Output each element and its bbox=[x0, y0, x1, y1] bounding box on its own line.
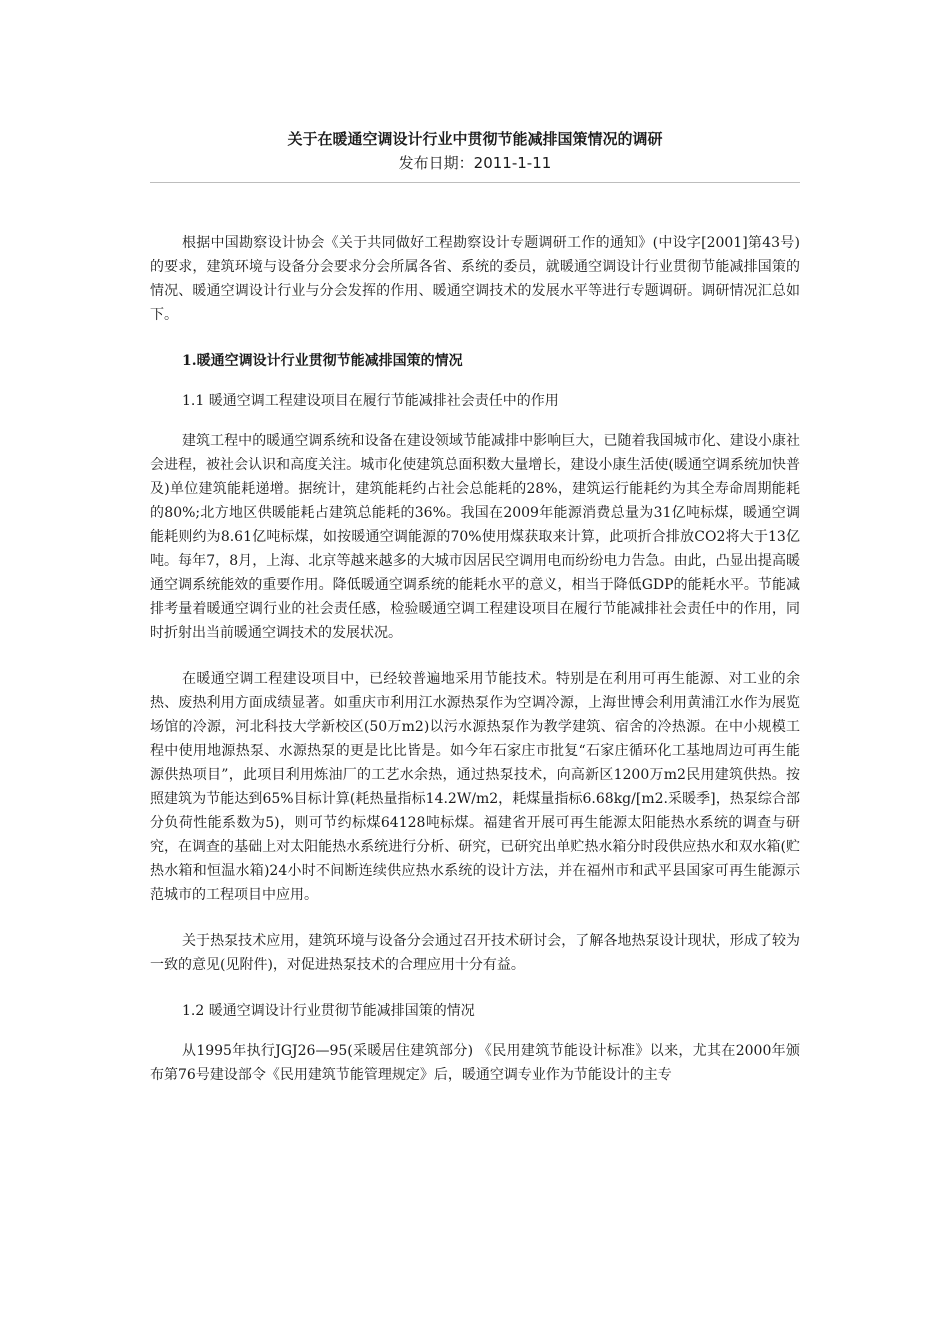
subsection-heading: 1.1 暖通空调工程建设项目在履行节能减排社会责任中的作用 bbox=[182, 393, 559, 409]
body-paragraph: 从1995年执行JGJ26—95(采暖居住建筑部分) 《民用建筑节能设计标准》以来，尤其在2000年颁布第76号建设部令《民用建筑节能管理规定》后，暖通空调专业作为节能设计的主专 bbox=[150, 1043, 800, 1083]
body-paragraph: 建筑工程中的暖通空调系统和设备在建设领域节能减排中影响巨大，已随着我国城市化、建设小康社会进程，被社会认识和高度关注。城市化使建筑总面积数大量增长，建设小康生活使(暖通空调系统加快普及)单位建筑能耗递增。据统计，建筑能耗约占社会总能耗的28%，建筑运行能耗约为其全寿命周期能耗的80%;北方地区供暖能耗占建筑总能耗的36%。我国在2009年能源消费总量为31亿吨标煤，暖通空调能耗则约为8.61亿吨标煤，如按暖通空调能源的70%使用煤获取来计算，此项折合排放CO2将大于13亿吨。每年7，8月，上海、北京等越来越多的大城市因居民空调用电而纷纷电力告急。由此，凸显出提高暖通空调系统能效的重要作用。降低暖通空调系统的能耗水平的意义，相当于降低GDP的能耗水平。节能减排考量着暖通空调行业的社会责任感，检验暖通空调工程建设项目在履行节能减排社会责任中的作用，同时折射出当前暖通空调技术的发展状况。 bbox=[150, 433, 800, 641]
body-paragraph: 关于热泵技术应用，建筑环境与设备分会通过召开技术研讨会，了解各地热泵设计现状，形成了较为一致的意见(见附件)，对促进热泵技术的合理应用十分有益。 bbox=[150, 933, 800, 973]
document-page bbox=[150, 128, 800, 1109]
document-title: 关于在暖通空调设计行业中贯彻节能减排国策情况的调研 bbox=[287, 130, 663, 148]
section-heading: 1.暖通空调设计行业贯彻节能减排国策的情况 bbox=[182, 353, 463, 369]
subsection-heading: 1.2 暖通空调设计行业贯彻节能减排国策的情况 bbox=[182, 1003, 475, 1019]
intro-paragraph: 根据中国勘察设计协会《关于共同做好工程勘察设计专题调研工作的通知》(中设字[2001]第43号)的要求，建筑环境与设备分会要求分会所属各省、系统的委员，就暖通空调设计行业贯彻节能减排国策的情况、暖通空调设计行业与分会发挥的作用、暖通空调技术的发展水平等进行专题调研。调研情况汇总如下。 bbox=[150, 235, 800, 323]
publish-date: 发布日期：2011-1-11 bbox=[398, 154, 552, 172]
body-paragraph: 在暖通空调工程建设项目中，已经较普遍地采用节能技术。特别是在利用可再生能源、对工业的余热、废热利用方面成绩显著。如重庆市利用江水源热泵作为空调冷源，上海世博会利用黄浦江水作为展览场馆的冷源，河北科技大学新校区(50万m2)以污水源热泵作为教学建筑、宿舍的冷热源。在中小规模工程中使用地源热泵、水源热泵的更是比比皆是。如今年石家庄市批复“石家庄循环化工基地周边可再生能源供热项目”，此项目利用炼油厂的工艺水余热，通过热泵技术，向高新区1200万m2民用建筑供热。按照建筑为节能达到65%目标计算(耗热量指标14.2W/m2，耗煤量指标6.68kg/[m2.采暖季]，热泵综合部分负荷性能系数为5)，则可节约标煤64128吨标煤。福建省开展可再生能源太阳能热水系统的调查与研究，在调查的基础上对太阳能热水系统进行分析、研究，已研究出单贮热水箱分时段供应热水和双水箱(贮热水箱和恒温水箱)24小时不间断连续供应热水系统的设计方法，并在福州市和武平县国家可再生能源示范城市的工程项目中应用。 bbox=[150, 671, 800, 903]
document-body bbox=[150, 231, 800, 1087]
header-divider bbox=[150, 182, 800, 183]
